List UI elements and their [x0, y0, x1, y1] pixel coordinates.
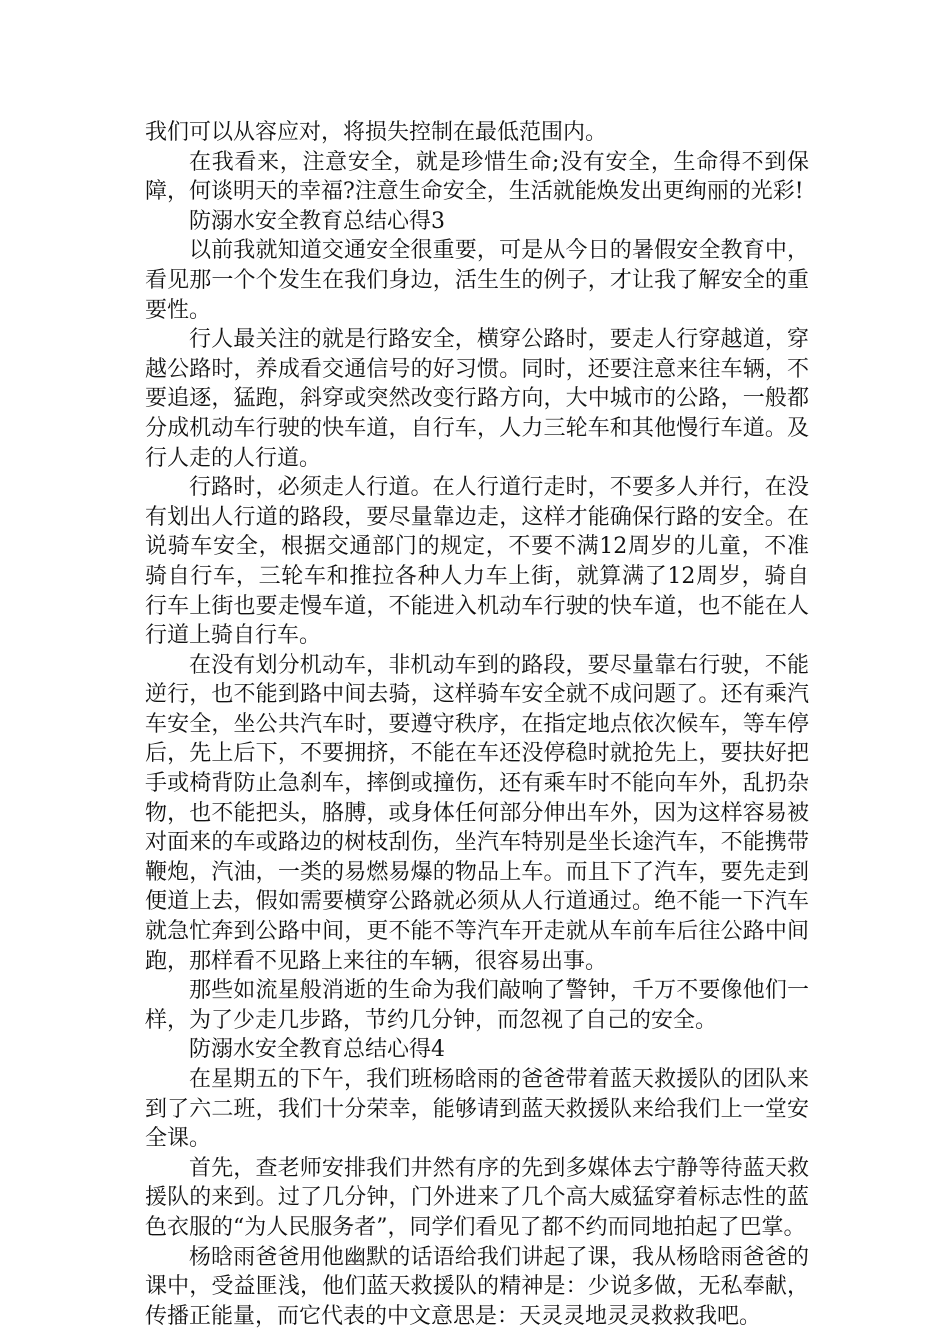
- section-heading: 防溺水安全教育总结心得4: [189, 1037, 445, 1063]
- body-paragraph: 在没有划分机动车，非机动车到的路段，要尽量靠右行驶，不能逆行，也不能到路中间去骑，这样骑车安全就不成问题了。还有乘汽车安全，坐公共汽车时，要遵守秩序，在指定地点依次候车，等车停后，先上后下，不要拥挤，不能在车还没停稳时就抢先上，要扶好把手或椅背防止急刹车，摔倒或撞伤，还有乘车时不能向车外，乱扔杂物，也不能把头，胳膊，或身体任何部分伸出车外，因为这样容易被对面来的车或路边的树枝刮伤，坐汽车特别是坐长途汽车，不能携带鞭炮，汽油，一类的易燃易爆的物品上车。而且下了汽车，要先走到便道上去，假如需要横穿公路就必须从人行道通过。绝不能一下汽车就急忙奔到公路中间，更不能不等汽车开走就从车前车后往公路中间跑，那样看不见路上来往的车辆，很容易出事。: [145, 652, 809, 974]
- body-paragraph: 在我看来，注意安全，就是珍惜生命;没有安全，生命得不到保障，何谈明天的幸福?注意生命安全，生活就能焕发出更绚丽的光彩!: [145, 149, 809, 205]
- body-paragraph: 在星期五的下午，我们班杨晗雨的爸爸带着蓝天救援队的团队来到了六二班，我们十分荣幸，能够请到蓝天救援队来给我们上一堂安全课。: [145, 1067, 809, 1152]
- body-paragraph: 那些如流星般消逝的生命为我们敲响了警钟，千万不要像他们一样，为了少走几步路，节约几分钟，而忽视了自己的安全。: [145, 978, 809, 1033]
- body-paragraph: 行路时，必须走人行道。在人行道行走时，不要多人并行，在没有划出人行道的路段，要尽量靠边走，这样才能确保行路的安全。在说骑车安全，根据交通部门的规定，不要不满12周岁的儿童，不准骑自行车，三轮车和推拉各种人力车上街，就算满了12周岁，骑自行车上街也要走慢车道，不能进入机动车行驶的快车道，也不能在人行道上骑自行车。: [145, 475, 809, 649]
- document-body: [145, 118, 809, 1331]
- body-paragraph: 首先，查老师安排我们井然有序的先到多媒体去宁静等待蓝天救援队的来到。过了几分钟，门外进来了几个高大威猛穿着标志性的蓝色衣服的“为人民服务者”，同学们看见了都不约而同地拍起了巴掌。: [145, 1155, 809, 1240]
- body-paragraph: 以前我就知道交通安全很重要，可是从今日的暑假安全教育中，看见那一个个发生在我们身边，活生生的例子，才让我了解安全的重要性。: [145, 238, 809, 323]
- body-paragraph: 杨晗雨爸爸用他幽默的话语给我们讲起了课，我从杨晗雨爸爸的课中，受益匪浅，他们蓝天救援队的精神是：少说多做，无私奉献，传播正能量，而它代表的中文意思是：天灵灵地灵灵救救我吧。: [145, 1244, 809, 1329]
- section-heading: 防溺水安全教育总结心得3: [189, 208, 445, 234]
- body-paragraph: 行人最关注的就是行路安全，横穿公路时，要走人行穿越道，穿越公路时，养成看交通信号的好习惯。同时，还要注意来往车辆，不要追逐，猛跑，斜穿或突然改变行路方向，大中城市的公路，一般都分成机动车行驶的快车道，自行车，人力三轮车和其他慢行车道。及行人走的人行道。: [145, 327, 809, 471]
- body-paragraph: 我们可以从容应对，将损失控制在最低范围内。: [145, 120, 608, 145]
